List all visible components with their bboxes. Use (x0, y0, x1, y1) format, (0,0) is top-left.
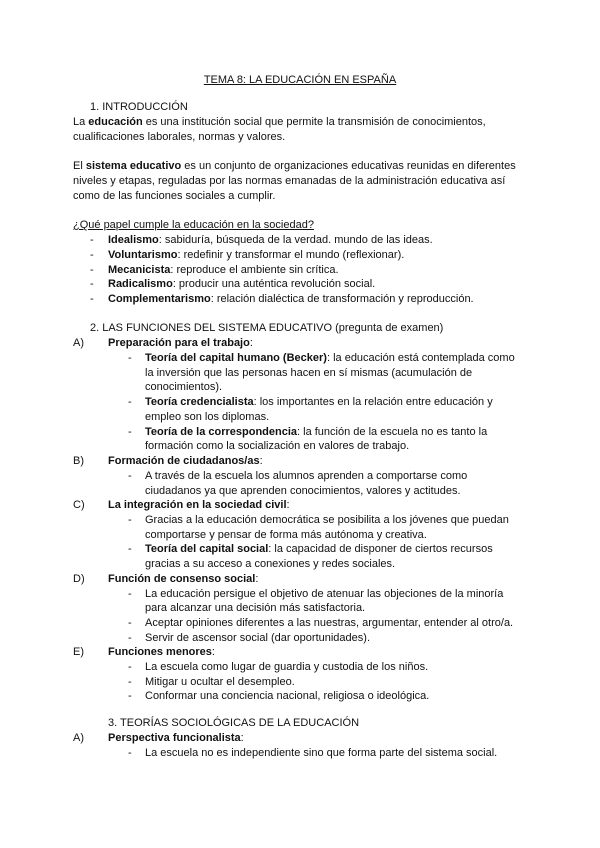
list-dash: - (90, 278, 94, 290)
paragraph-education-line-2: cualificaciones laborales, normas y valores. (73, 131, 286, 143)
section-1-heading: 1. INTRODUCCIÓN (90, 101, 188, 113)
sub-item-credencialista-line-1: Teoría credencialista: los importantes en la relación entre educación y (145, 396, 493, 408)
list-item-mecanicista: Mecanicista: reproduce el ambiente sin crítica. (108, 264, 339, 276)
sub-dash: - (128, 470, 132, 482)
sub-item-conciencia: Conformar una conciencia nacional, religiosa o ideológica. (145, 690, 430, 702)
function-heading-consenso: Función de consenso social: (108, 573, 259, 585)
item-letter: A) (73, 732, 84, 744)
item-letter: B) (73, 455, 84, 467)
sub-item-capital-social-line-1: Teoría del capital social: la capacidad de disponer de ciertos recursos (145, 543, 493, 555)
sub-item-credencialista-line-2: empleo son los diplomas. (145, 411, 270, 423)
list-item-radicalismo: Radicalismo: producir una auténtica revolución social. (108, 278, 376, 290)
sub-item-capital-social-line-2: gracias a su acceso a conexiones y redes sociales. (145, 558, 396, 570)
sub-item-correspondencia-line-1: Teoría de la correspondencia: la función de la escuela no es tanto la (145, 426, 488, 438)
sub-dash: - (128, 426, 132, 438)
sub-dash: - (128, 632, 132, 644)
sub-dash: - (128, 747, 132, 759)
sub-dash: - (128, 352, 132, 364)
sub-dash: - (128, 543, 132, 555)
sub-dash: - (128, 588, 132, 600)
sub-item-opiniones: Aceptar opiniones diferentes a las nuestras, argumentar, entender al otro/a. (145, 617, 514, 629)
sub-dash: - (128, 514, 132, 526)
sub-item-capital-humano-line-1: Teoría del capital humano (Becker): la educación está contemplada como (145, 352, 515, 364)
section-3-heading: 3. TEORÍAS SOCIOLÓGICAS DE LA EDUCACIÓN (108, 717, 360, 729)
sub-item-desempleo: Mitigar u ocultar el desempleo. (145, 676, 295, 688)
list-item-idealismo: Idealismo: sabiduría, búsqueda de la verdad. mundo de las ideas. (108, 234, 433, 246)
sub-dash: - (128, 396, 132, 408)
question-heading: ¿Qué papel cumple la educación en la sociedad? (73, 219, 314, 231)
sub-item-capital-humano-line-3: conocimientos). (145, 381, 223, 393)
sub-dash: - (128, 661, 132, 673)
sub-item-guardia: La escuela como lugar de guardia y custodia de los niños. (145, 661, 429, 673)
sub-item-ciudadanos-line-2: ciudadanos ya que aprenden conocimientos, valores y actitudes. (145, 485, 461, 497)
item-letter: C) (73, 499, 85, 511)
list-dash: - (90, 234, 94, 246)
sub-dash: - (128, 690, 132, 702)
paragraph-system-line-1: El sistema educativo es un conjunto de organizaciones educativas reunidas en diferentes (73, 160, 516, 172)
sub-item-minoria-line-1: La educación persigue el objetivo de atenuar las objeciones de la minoría (145, 588, 504, 600)
sub-dash: - (128, 617, 132, 629)
sub-item-correspondencia-line-2: formación como la socialización en valores de trabajo. (145, 440, 410, 452)
function-heading-integracion: La integración en la sociedad civil: (108, 499, 290, 511)
list-dash: - (90, 293, 94, 305)
paragraph-system-line-3: como de las funciones sociales a cumplir. (73, 190, 276, 202)
sub-item-ascensor: Servir de ascensor social (dar oportunidades). (145, 632, 371, 644)
function-heading-ciudadanos: Formación de ciudadanos/as: (108, 455, 263, 467)
function-heading-trabajo: Preparación para el trabajo: (108, 337, 253, 349)
paragraph-education-line-1: La educación es una institución social que permite la transmisión de conocimientos, (73, 116, 486, 128)
sub-item-democratica-line-2: comportarse y pensar de forma más autónoma y creativa. (145, 529, 427, 541)
sub-dash: - (128, 676, 132, 688)
function-heading-menores: Funciones menores: (108, 646, 215, 658)
list-item-voluntarismo: Voluntarismo: redefinir y transformar el mundo (reflexionar). (108, 249, 405, 261)
sub-item-ciudadanos-line-1: A través de la escuela los alumnos aprenden a comportarse como (145, 470, 468, 482)
item-letter: D) (73, 573, 85, 585)
section-2-heading: 2. LAS FUNCIONES DEL SISTEMA EDUCATIVO (pregunta de examen) (90, 322, 444, 334)
list-dash: - (90, 249, 94, 261)
paragraph-system-line-2: niveles y etapas, reguladas por las normas emanadas de la administración educativa así (73, 175, 506, 187)
list-dash: - (90, 264, 94, 276)
sub-item-democratica-line-1: Gracias a la educación democrática se posibilita a los jóvenes que puedan (145, 514, 509, 526)
sub-item-escuela-sistema: La escuela no es independiente sino que forma parte del sistema social. (145, 747, 498, 759)
list-item-complementarismo: Complementarismo: relación dialéctica de transformación y reproducción. (108, 293, 474, 305)
sub-item-minoria-line-2: para alcanzar una decisión más satisfactoria. (145, 602, 366, 614)
sub-item-capital-humano-line-2: la inversión que las personas hacen en sí mismas (acumulación de (145, 367, 473, 379)
document-title: TEMA 8: LA EDUCACIÓN EN ESPAÑA (203, 74, 397, 86)
item-letter: E) (73, 646, 84, 658)
theory-heading-funcionalista: Perspectiva funcionalista: (108, 732, 244, 744)
item-letter: A) (73, 337, 84, 349)
